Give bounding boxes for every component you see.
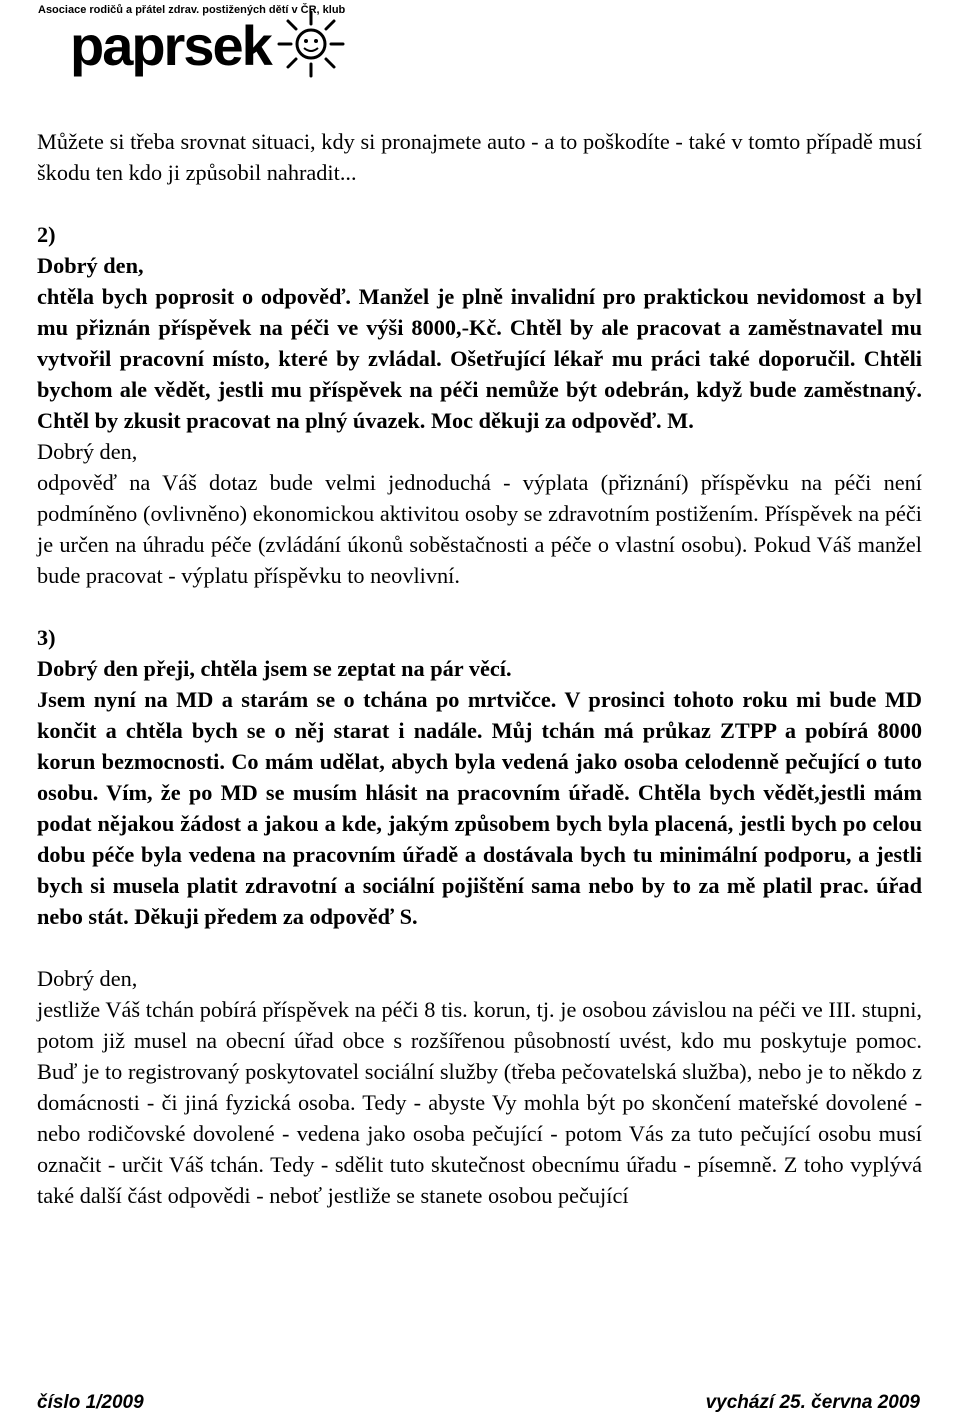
logo-text: paprsek (70, 14, 271, 77)
question-number: 2) (37, 222, 56, 247)
answer-text: jestliže Váš tchán pobírá příspěvek na péči 8 tis. korun, tj. je osobou závislou na péči ve III. stupni, potom již musel na obecní úřad obce s rozšířenou působností uvést, kdo mu poskytuje pomoc. Buď je to registrovaný poskytovatel sociální služby (třeba pečovatelská služba), nebo je to někdo z domácnosti - či jiná fyzická osoba. Tedy - abyste Vy mohla být po skončení mateřské dovolené - nebo rodičovské dovolené - vedena jako osoba pečující - potom Vás za tuto pečující osobu musí označit - určit Váš tchán. Tedy - sdělit tuto skutečnost obecnímu úřadu - písemně. Z toho vyplývá také další část odpovědi - neboť jestliže se stanete osobou pečující (37, 997, 922, 1208)
question-text: Jsem nyní na MD a starám se o tchána po mrtvičce. V prosinci tohoto roku mi bude MD končit a chtěla bych se o něj starat i nadále. Můj tchán má průkaz ZTPP a pobírá 8000 korun bezmocnosti. Co mám udělat, abych byla vedená jako osoba celodenně pečující o tuto osobu. Vím, že po MD se musím hlásit na pracovním úřadě. Chtěla bych vědět,jestli mám podat nějakou žádost a jakou a kde, jakým způsobem bych byla placená, jestli bych po celou dobu péče byla vedena na pracovním úřadě a dostávala bych tu minimální podporu, a jestli bych si musela platit zdravotní a sociální pojištění sama nebo by to za mě platil prac. úřad nebo stát. Děkuji předem za odpověď S. (37, 687, 922, 929)
org-name: Asociace rodičů a přátel zdrav. postižených dětí v ČR, klub (38, 4, 346, 16)
answer-text: odpověď na Váš dotaz bude velmi jednoduchá - výplata (přiznání) příspěvku na péči není podmíněno (ovlivněno) ekonomickou aktivitou osoby se zdravotním postižením. Příspěvek na péči je určen na úhradu péče (zvládání úkonů soběstačnosti a péče o vlastní osobu). Pokud Váš manžel bude pracovat - výplatu příspěvku to neovlivní. (37, 470, 922, 588)
article-body (37, 126, 922, 1211)
header (30, 4, 370, 84)
question-greeting: Dobrý den přeji, chtěla jsem se zeptat na pár věcí. (37, 656, 512, 681)
publish-date: vychází 25. června 2009 (705, 1392, 920, 1413)
answer-greeting: Dobrý den, (37, 966, 138, 991)
question-number: 3) (37, 625, 56, 650)
sun-icon (275, 8, 347, 80)
question-greeting: Dobrý den, (37, 253, 144, 278)
question-text: chtěla bych poprosit o odpověď. Manžel je plně invalidní pro praktickou nevidomost a byl mu přiznán příspěvek na péči ve výši 8000,-Kč. Chtěl by ale pracovat a zaměstnavatel mu vytvořil pracovní místo, které by zvládal. Ošetřující lékař mu práci také doporučil. Chtěli bychom ale vědět, jestli mu příspěvek na péči nemůže být odebrán, když bude zaměstnaný. Chtěl by zkusit pracovat na plný úvazek. Moc děkuji za odpověď. M. (37, 284, 922, 433)
answer-greeting: Dobrý den, (37, 439, 138, 464)
paragraph: Můžete si třeba srovnat situaci, kdy si pronajmete auto - a to poškodíte - také v tomto případě musí škodu ten kdo ji způsobil nahradit... (37, 129, 922, 185)
issue-number: číslo 1/2009 (37, 1392, 144, 1413)
